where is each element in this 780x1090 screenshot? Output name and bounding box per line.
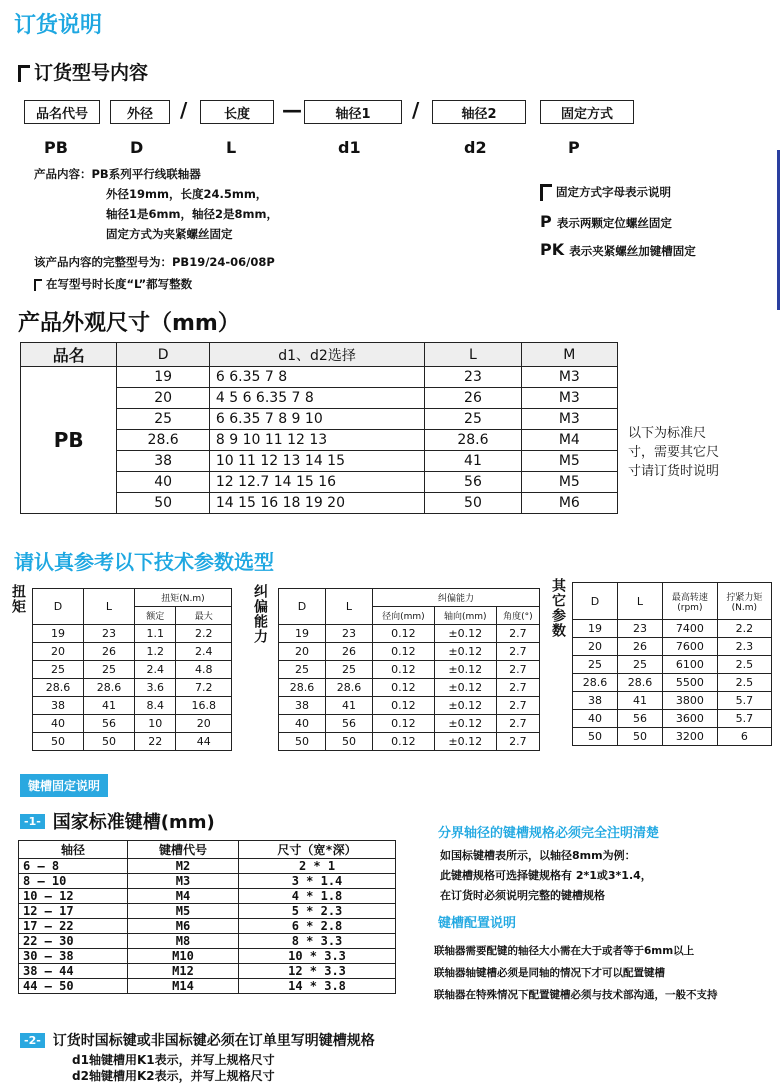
table-row [33,697,232,715]
table-row [573,620,772,638]
keyway-note-1 [440,846,652,906]
cell: ±0.12 [434,625,496,643]
code-p: P [568,138,580,157]
box-outer-diameter: 外径 [110,100,170,124]
cell: 6 6.35 7 8 [209,367,424,388]
cell: 20 [117,388,209,409]
cell: 7600 [663,638,718,656]
table-header-row [33,589,232,607]
product-name-cell: PB [21,367,117,514]
cell: 2.5 [717,674,771,692]
cell: 8.4 [135,697,176,715]
cell: 19 [117,367,209,388]
cell: M2 [128,859,239,874]
table-row [19,934,396,949]
cell: 56 [618,710,663,728]
dims-table [20,342,618,514]
cell: 7400 [663,620,718,638]
bottom-line: d1轴键槽用K1表示，并写上规格尺寸 [72,1053,275,1067]
cell: 23 [326,625,373,643]
fix-heading-text: 固定方式字母表示说明 [556,185,671,199]
fix-p-text: 表示两颗定位螺丝固定 [556,216,672,230]
cell: 20 [33,643,84,661]
cell: 23 [84,625,135,643]
table-row [33,733,232,751]
page-title: 订货说明 [14,13,103,38]
cell: 2.7 [496,697,539,715]
cell: 41 [84,697,135,715]
cell: M3 [521,409,617,430]
deviation-side-label: 纠偏能力 [252,584,268,644]
table-header-row [19,841,396,859]
header-max: 最大 [176,607,232,625]
table-row [33,625,232,643]
header-shaft-dia: 轴径 [19,841,128,859]
cell: 30 — 38 [19,949,128,964]
content-line: 轴径1是6mm，轴径2是8mm， [106,207,278,221]
cell: 25 [618,656,663,674]
bracket-icon [34,279,42,291]
cell: 14 * 3.8 [239,979,396,994]
table-row [33,643,232,661]
table-row [19,874,396,889]
header-l: L [84,589,135,625]
cell: 2.7 [496,643,539,661]
table-row [573,710,772,728]
content-line: 产品内容：PB系列平行线联轴器 [34,167,201,181]
cell: M4 [128,889,239,904]
cell: 26 [84,643,135,661]
cell: 10 [135,715,176,733]
cell: 28.6 [326,679,373,697]
note-line: 联轴器在特殊情况下配置键槽必须与技术部沟通，一般不支持 [434,989,718,1001]
cell: 1.2 [135,643,176,661]
cell: 28.6 [279,679,326,697]
keyway-heading: 国家标准键槽(mm) [52,812,215,833]
header-rated: 额定 [135,607,176,625]
dims-side-note: 以下为标准尺寸，需要其它尺寸请订货时说明 [628,426,720,479]
header-d: D [117,343,209,367]
cell: 41 [425,451,521,472]
note-line: 此键槽规格可选择键规格有 2*1或3*1.4， [440,869,652,882]
cell: 12 — 17 [19,904,128,919]
box-shaft1: 轴径1 [304,100,402,124]
cell: ±0.12 [434,715,496,733]
cell: 40 [279,715,326,733]
cell: M8 [128,934,239,949]
cell: 19 [33,625,84,643]
cell: M14 [128,979,239,994]
box-length: 长度 [200,100,274,124]
cell: 12 12.7 14 15 16 [209,472,424,493]
cell: 28.6 [573,674,618,692]
cell: 8 — 10 [19,874,128,889]
cell: 17 — 22 [19,919,128,934]
cell: 50 [573,728,618,746]
header-tightening: 拧紧力矩(N.m) [717,583,771,620]
cell: 41 [618,692,663,710]
cell: 23 [618,620,663,638]
cell: 0.12 [373,733,435,751]
cell: 2 * 1 [239,859,396,874]
cell: 40 [573,710,618,728]
table-row [279,715,540,733]
cell: 25 [279,661,326,679]
keyway-note-heading-2: 键槽配置说明 [438,916,517,931]
table-row [279,661,540,679]
note-line: 如国标键槽表所示，以轴径8mm为例： [440,849,636,862]
bottom-heading: 订货时国标键或非国标键必须在订单里写明键槽规格 [52,1033,375,1049]
cell: 2.7 [496,661,539,679]
cell: 50 [33,733,84,751]
note-line: 在订货时必须说明完整的键槽规格 [440,889,605,902]
cell: 4.8 [176,661,232,679]
table-row [573,674,772,692]
cell: ±0.12 [434,661,496,679]
cell: 28.6 [618,674,663,692]
cell: 25 [573,656,618,674]
cell: 2.5 [717,656,771,674]
cell: 40 [33,715,84,733]
code-d2: d2 [464,138,487,157]
header-axial: 轴向(mm) [434,607,496,625]
box-name-code: 品名代号 [24,100,100,124]
table-row [21,367,618,388]
cell: 38 [33,697,84,715]
tech-heading: 请认真参考以下技术参数选型 [14,550,274,574]
table-row [19,889,396,904]
cell: 50 [279,733,326,751]
fix-heading [540,184,671,201]
cell: 22 [135,733,176,751]
table-row [33,661,232,679]
cell: 2.2 [176,625,232,643]
torque-table [32,588,232,751]
other-side-label: 其它参数 [550,578,566,638]
table-row [19,964,396,979]
cell: 6100 [663,656,718,674]
torque-side-label: 扭矩 [10,584,26,614]
cell: 8 9 10 11 12 13 [209,430,424,451]
table-row [19,949,396,964]
cell: 1.1 [135,625,176,643]
table-row [33,715,232,733]
fix-pk [540,240,696,259]
table-row [573,692,772,710]
cell: 2.7 [496,733,539,751]
cell: 3.6 [135,679,176,697]
cell: 20 [573,638,618,656]
header-d1d2: d1、d2选择 [209,343,424,367]
cell: 0.12 [373,679,435,697]
cell: 38 [279,697,326,715]
cell: 38 [117,451,209,472]
cell: M3 [128,874,239,889]
cell: 3 * 1.4 [239,874,396,889]
keyway-note-heading-1: 分界轴径的键槽规格必须完全注明清楚 [438,826,660,841]
cell: M6 [521,493,617,514]
cell: 16.8 [176,697,232,715]
bottom-heading-row [20,1030,375,1050]
cell: 38 [573,692,618,710]
table-row [19,904,396,919]
header-l: L [326,589,373,625]
header-max-speed: 最高转速(rpm) [663,583,718,620]
table-row [19,979,396,994]
header-l: L [425,343,521,367]
table-row [573,638,772,656]
cell: 4 5 6 6.35 7 8 [209,388,424,409]
header-radial: 径向(mm) [373,607,435,625]
fix-p-code: P [540,212,552,231]
bottom-lines [72,1052,275,1084]
cell: 56 [326,715,373,733]
table-row [573,728,772,746]
content-line: 固定方式为夹紧螺丝固定 [106,227,233,241]
cell: 50 [326,733,373,751]
cell: 20 [279,643,326,661]
cell: M5 [521,472,617,493]
cell: 41 [326,697,373,715]
cell: 6 — 8 [19,859,128,874]
header-m: M [521,343,617,367]
table-row [19,859,396,874]
cell: M6 [128,919,239,934]
model-heading [18,58,148,85]
cell: 2.7 [496,679,539,697]
cell: 0.12 [373,661,435,679]
header-angle: 角度(°) [496,607,539,625]
cell: 25 [326,661,373,679]
fix-pk-text: 表示夹紧螺丝加键槽固定 [569,244,696,258]
keyway-table [18,840,396,994]
cell: 19 [279,625,326,643]
cell: 28.6 [84,679,135,697]
header-d: D [279,589,326,625]
deviation-table [278,588,540,751]
cell: 56 [84,715,135,733]
code-d1: d1 [338,138,361,157]
cell: 5.7 [717,710,771,728]
cell: 2.4 [135,661,176,679]
cell: 6 [717,728,771,746]
cell: 56 [425,472,521,493]
cell: 50 [425,493,521,514]
table-row [19,919,396,934]
cell: 5500 [663,674,718,692]
cell: 3200 [663,728,718,746]
table-row [33,679,232,697]
dims-heading: 产品外观尺寸（mm） [18,311,240,336]
table-row [573,656,772,674]
section-number-2: -2- [20,1033,45,1048]
cell: 14 15 16 18 19 20 [209,493,424,514]
cell: 25 [33,661,84,679]
cell: 25 [425,409,521,430]
cell: 50 [84,733,135,751]
cell: 10 * 3.3 [239,949,396,964]
cell: 6 * 2.8 [239,919,396,934]
cell: M5 [128,904,239,919]
cell: 26 [326,643,373,661]
separator: / [180,98,188,122]
cell: 28.6 [425,430,521,451]
cell: 25 [117,409,209,430]
cell: 0.12 [373,715,435,733]
cell: 0.12 [373,643,435,661]
cell: 22 — 30 [19,934,128,949]
table-header-row [573,583,772,620]
cell: ±0.12 [434,643,496,661]
keyway-section-tag: 键槽固定说明 [20,774,108,797]
section-number-1: -1- [20,814,45,829]
length-note-text: 在写型号时长度“L”都写整数 [46,277,193,291]
content-line: 外径19mm，长度24.5mm， [106,187,268,201]
cell: 50 [117,493,209,514]
note-line: 联轴器轴键槽必须是同轴的情况下才可以配置键槽 [434,967,665,979]
keyway-note-2 [434,940,718,1006]
other-params-table [572,582,772,746]
dims-header-row [21,343,618,367]
cell: 2.2 [717,620,771,638]
cell: 25 [84,661,135,679]
full-model: 该产品内容的完整型号为：PB19/24-06/08P [34,255,275,269]
cell: 0.12 [373,697,435,715]
cell: M4 [521,430,617,451]
bracket-icon [540,184,552,201]
header-d: D [573,583,618,620]
header-name: 品名 [21,343,117,367]
bracket-icon [18,65,30,82]
cell: 19 [573,620,618,638]
table-header-row [279,589,540,607]
cell: M12 [128,964,239,979]
cell: 40 [117,472,209,493]
cell: 3600 [663,710,718,728]
cell: 20 [176,715,232,733]
header-d: D [33,589,84,625]
cell: 12 * 3.3 [239,964,396,979]
header-l: L [618,583,663,620]
table-row [279,625,540,643]
note-line: 联轴器需要配键的轴径大小需在大于或者等于6mm以上 [434,945,695,957]
code-d: D [130,138,144,157]
cell: 10 — 12 [19,889,128,904]
cell: 28.6 [33,679,84,697]
cell: M10 [128,949,239,964]
cell: M3 [521,388,617,409]
bottom-line: d2轴键槽用K2表示，并写上规格尺寸 [72,1069,275,1083]
cell: ±0.12 [434,697,496,715]
fix-p [540,212,672,231]
cell: 4 * 1.8 [239,889,396,904]
cell: 7.2 [176,679,232,697]
code-l: L [226,138,237,157]
box-fix-method: 固定方式 [540,100,634,124]
cell: 38 — 44 [19,964,128,979]
cell: 44 — 50 [19,979,128,994]
cell: 2.4 [176,643,232,661]
cell: M5 [521,451,617,472]
table-row [279,643,540,661]
cell: 0.12 [373,625,435,643]
cell: 10 11 12 13 14 15 [209,451,424,472]
separator: — [282,98,302,122]
table-row [279,733,540,751]
length-note [34,276,192,292]
code-pb: PB [44,138,68,157]
cell: 26 [618,638,663,656]
header-deviation: 纠偏能力 [373,589,540,607]
cell: 26 [425,388,521,409]
cell: 2.7 [496,715,539,733]
cell: 2.7 [496,625,539,643]
header-size: 尺寸（宽*深） [239,841,396,859]
cell: 44 [176,733,232,751]
cell: 28.6 [117,430,209,451]
box-shaft2: 轴径2 [432,100,526,124]
cell: ±0.12 [434,679,496,697]
cell: ±0.12 [434,733,496,751]
table-row [279,679,540,697]
cell: 5 * 2.3 [239,904,396,919]
cell: 2.3 [717,638,771,656]
header-key-code: 键槽代号 [128,841,239,859]
cell: 50 [618,728,663,746]
table-row [279,697,540,715]
separator: / [412,98,420,122]
cell: 6 6.35 7 8 9 10 [209,409,424,430]
cell: 5.7 [717,692,771,710]
cell: 8 * 3.3 [239,934,396,949]
keyway-heading-row [20,808,215,834]
cell: 3800 [663,692,718,710]
cell: 23 [425,367,521,388]
cell: M3 [521,367,617,388]
header-torque: 扭矩(N.m) [135,589,232,607]
fix-pk-code: PK [540,240,565,259]
model-heading-text: 订货型号内容 [34,62,149,84]
